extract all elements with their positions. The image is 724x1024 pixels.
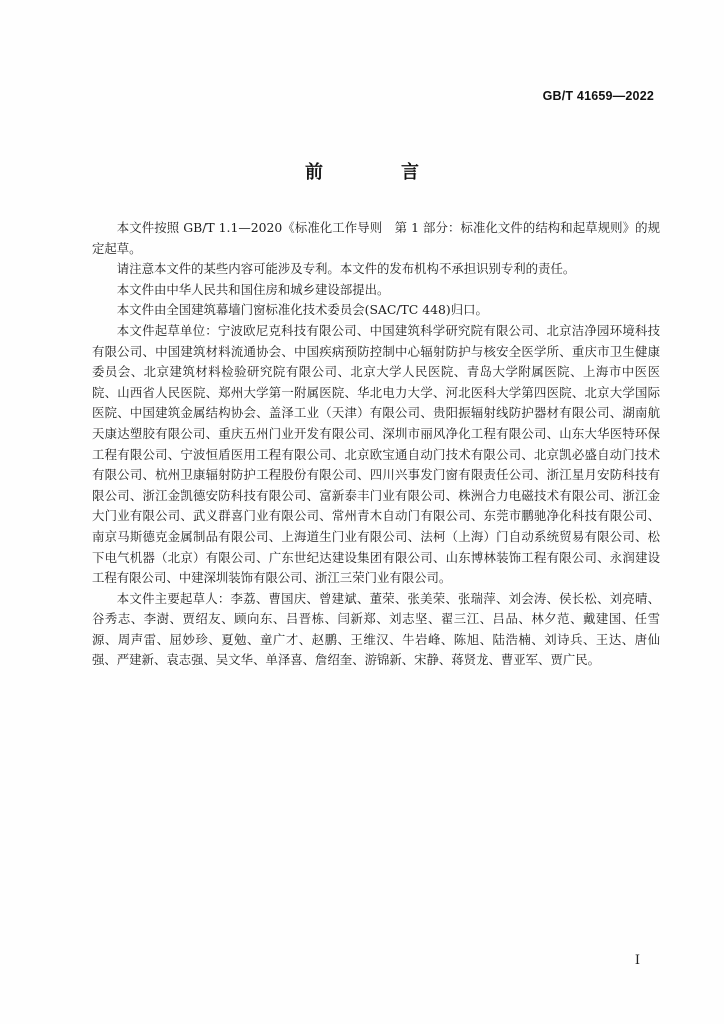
paragraph-patent-notice: 请注意本文件的某些内容可能涉及专利。本文件的发布机构不承担识别专利的责任。 [116,261,576,277]
paragraph-technical-committee: 本文件由全国建筑幕墙门窗标准化技术委员会(SAC/TC 448)归口。 [116,302,488,318]
foreword-body [92,218,660,671]
standard-code: GB/T 41659—2022 [542,89,654,103]
paragraph-drafters: 本文件主要起草人：李荔、曹国庆、曾建斌、董荣、张美荣、张瑞萍、刘会涛、侯长松、刘亮晴、谷秀志、李澍、贾绍友、顾向东、吕晋栋、闫新郑、刘志坚、翟三江、吕品、林夕范、戴建国、任雪源、周声雷、屈妙珍、夏勉、童广才、赵鹏、王维汉、牛岩峰、陈旭、陆浩楠、刘诗兵、王达、唐仙强、严建新、袁志强、吴文华、单泽喜、詹绍奎、游锦新、宋静、蒋贤龙、曹亚军、贾广民。 [92,590,660,668]
page-number: I [634,953,640,968]
paragraph-drafting-rules: 本文件按照 GB/T 1.1—2020《标准化工作导则 第 1 部分：标准化文件的结构和起草规则》的规定起草。 [92,220,660,256]
paragraph-proposer: 本文件由中华人民共和国住房和城乡建设部提出。 [116,281,390,297]
page-title: 前 言 [305,162,449,183]
paragraph-drafting-units: 本文件起草单位：宁波欧尼克科技有限公司、中国建筑科学研究院有限公司、北京洁净园环境科技有限公司、中国建筑材料流通协会、中国疾病预防控制中心辐射防护与核安全医学所、重庆市卫生健康委员会、北京建筑材料检验研究院有限公司、北京大学人民医院、青岛大学附属医院、上海市中医医院、山西省人民医院、郑州大学第一附属医院、华北电力大学、河北医科大学第四医院、北京大学国际医院、中国建筑金属结构协会、盖泽工业（天津）有限公司、贵阳振辐射线防护器材有限公司、湖南航天康达塑胶有限公司、重庆五州门业开发有限公司、深圳市丽风净化工程有限公司、山东大华医特环保工程有限公司、宁波恒盾医用工程有限公司、北京欧宝通自动门技术有限公司、北京凯必盛自动门技术有限公司、杭州卫康辐射防护工程股份有限公司、四川兴事发门窗有限责任公司、浙江星月安防科技有限公司、浙江金凯德安防科技有限公司、富新泰丰门业有限公司、株洲合力电磁技术有限公司、浙江金大门业有限公司、武义群喜门业有限公司、常州青木自动门有限公司、东莞市鹏驰净化科技有限公司、南京马斯德克金属制品有限公司、上海道生门业有限公司、法柯（上海）门自动系统贸易有限公司、松下电气机器（北京）有限公司、广东世纪达建设集团有限公司、山东博林装饰工程有限公司、永润建设工程有限公司、中建深圳装饰有限公司、浙江三荣门业有限公司。 [92,322,660,586]
